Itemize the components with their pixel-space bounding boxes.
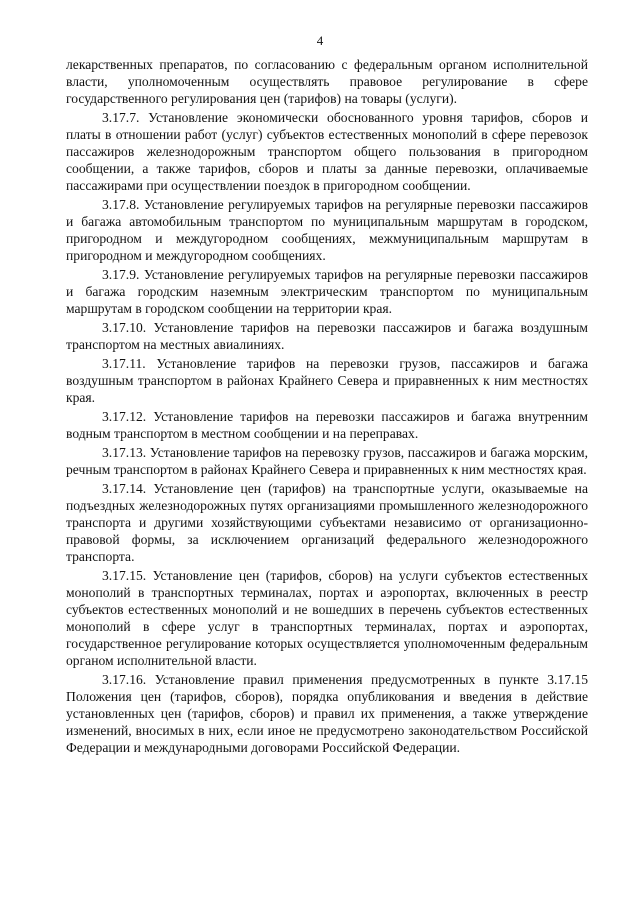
paragraph-3-17-10: 3.17.10. Установление тарифов на перевозки пассажиров и багажа воздушным транспортом на местных авиалиниях. (66, 320, 588, 352)
paragraph-3-17-14: 3.17.14. Установление цен (тарифов) на транспортные услуги, оказываемые на подъездных железнодорожных путях организациями промышленного железнодорожного транспорта и другими хозяйствующими субъектами независимо от организационно-правовой формы, за исключением организаций федерального железнодорожного транспорта. (66, 481, 588, 564)
paragraph-3-17-8: 3.17.8. Установление регулируемых тарифов на регулярные перевозки пассажиров и багажа автомобильным транспортом по муниципальным маршрутам в городском, пригородном и междугородном сообщениях, межмуниципальным маршрутам в пригородном и междугородном сообщениях. (66, 197, 588, 263)
paragraph-3-17-16: 3.17.16. Установление правил применения предусмотренных в пункте 3.17.15 Положения цен (тарифов, сборов), порядка опубликования и введения в действие установленных цен (тарифов, сборов) и правил их применения, а также утверждение изменений, вносимых в них, если иное не предусмотрено законодательством Российской Федерации и международными договорами Российской Федерации. (66, 672, 588, 755)
paragraph-3-17-7: 3.17.7. Установление экономически обоснованного уровня тарифов, сборов и платы в отношении работ (услуг) субъектов естественных монополий в сфере перевозок пассажиров железнодорожным транспортом общего пользования в пригородном сообщении, а также тарифов, сборов и платы за данные перевозки, оплачиваемые пассажирами при осуществлении поездок в пригородном сообщении. (66, 110, 588, 193)
paragraph-continuation: лекарственных препаратов, по согласованию с федеральным органом исполнительной власти, уполномоченным осуществлять правовое регулирование в сфере государственного регулирования цен (тарифов) на товары (услуги). (66, 57, 588, 106)
paragraph-3-17-9: 3.17.9. Установление регулируемых тарифов на регулярные перевозки пассажиров и багажа городским наземным электрическим транспортом по муниципальным маршрутам в городском сообщении на территории края. (66, 267, 588, 316)
paragraph-3-17-12: 3.17.12. Установление тарифов на перевозки пассажиров и багажа внутренним водным транспортом в местном сообщении и на переправах. (66, 409, 588, 441)
page-number: 4 (316, 33, 324, 48)
paragraph-3-17-11: 3.17.11. Установление тарифов на перевозки грузов, пассажиров и багажа воздушным транспортом в районах Крайнего Севера и приравненных к ним местностях края. (66, 356, 588, 405)
paragraph-3-17-15: 3.17.15. Установление цен (тарифов, сборов) на услуги субъектов естественных монополий в транспортных терминалах, портах и аэропортах, включенных в реестр субъектов естественных монополий и не вошедших в перечень субъектов естественных монополий в сфере услуг в транспортных терминалах, портах и аэропортах, государственное регулирование которых осуществляется уполномоченным федеральным органом исполнительной власти. (66, 568, 588, 668)
document-body (66, 56, 588, 758)
paragraph-3-17-13: 3.17.13. Установление тарифов на перевозку грузов, пассажиров и багажа морским, речным транспортом в районах Крайнего Севера и приравненных к ним местностях края. (66, 445, 588, 477)
